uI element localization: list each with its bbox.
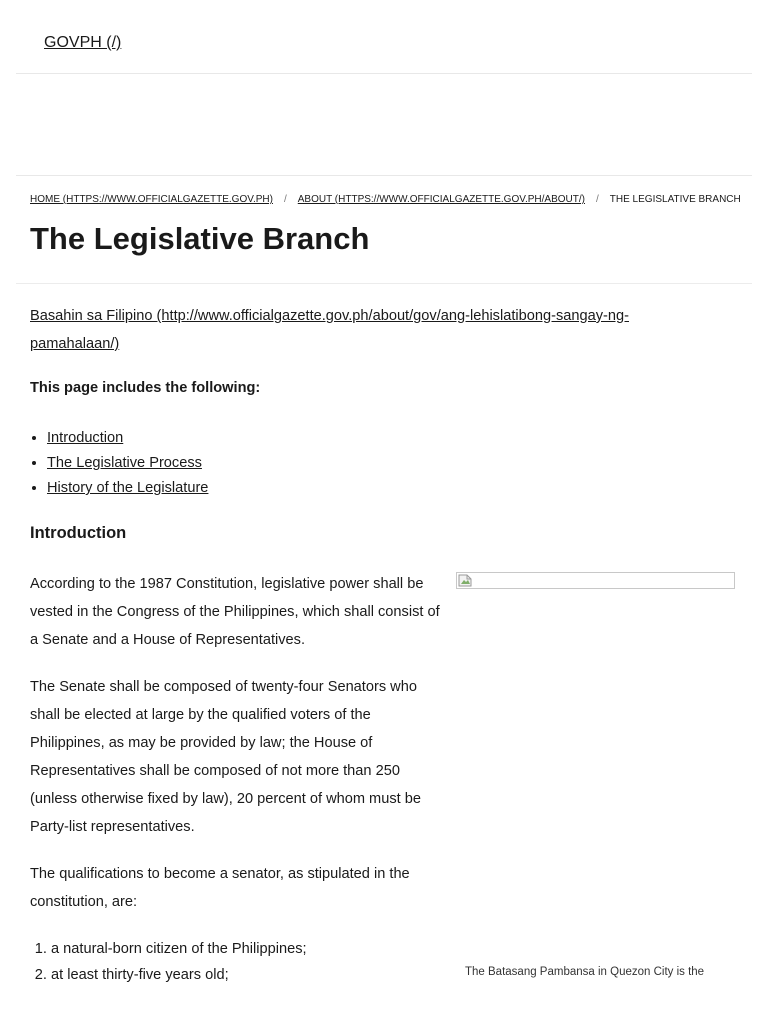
toc-link-legislative-process[interactable]: The Legislative Process: [47, 455, 202, 471]
title-divider: [16, 283, 752, 284]
toc-item: [47, 426, 208, 451]
toc-intro-label: This page includes the following:: [30, 380, 261, 396]
header-banner-area: [16, 74, 752, 176]
table-of-contents: [30, 426, 208, 501]
filipino-version-link[interactable]: Basahin sa Filipino (http://www.officialgazette.gov.ph/about/gov/ang-lehislatibong-sangay-ng-pamahalaan/): [30, 308, 629, 352]
breadcrumb-separator: /: [283, 194, 287, 205]
breadcrumb-current: THE LEGISLATIVE BRANCH: [609, 194, 741, 205]
toc-link-history[interactable]: History of the Legislature: [47, 480, 209, 496]
list-item: 2. at least thirty-five years old;: [51, 962, 307, 988]
paragraph-composition: The Senate shall be composed of twenty-four Senators who shall be elected at large by the qualified voters of the Philippines, as may be provided by law; the House of Representatives shall be composed of not more than 250 (unless otherwise fixed by law), 20 percent of whom must be Party-list representatives.: [30, 679, 421, 835]
breadcrumb-about-link[interactable]: ABOUT (HTTPS://WWW.OFFICIALGAZETTE.GOV.PH/ABOUT/): [297, 194, 585, 205]
broken-image-icon: [458, 574, 472, 587]
breadcrumb-separator: /: [596, 194, 599, 205]
batasang-pambansa-image: [456, 572, 735, 589]
qualifications-list: [30, 936, 307, 988]
toc-link-introduction[interactable]: Introduction: [47, 430, 124, 446]
paragraph-qualifications: The qualifications to become a senator, as stipulated in the constitution, are:: [30, 866, 410, 910]
top-bar: [16, 0, 752, 74]
breadcrumb-home-link[interactable]: HOME (HTTPS://WWW.OFFICIALGAZETTE.GOV.PH): [30, 194, 273, 205]
govph-link[interactable]: GOVPH (/): [44, 34, 122, 51]
breadcrumb: [30, 194, 741, 205]
toc-item: [47, 476, 208, 501]
introduction-heading: Introduction: [30, 524, 127, 542]
paragraph-legislative-power: According to the 1987 Constitution, legislative power shall be vested in the Congress of the Philippines, which shall consist of a Senate and a House of Representatives.: [30, 576, 440, 648]
page-title: The Legislative Branch: [30, 221, 370, 256]
toc-item: [47, 451, 208, 476]
figure-caption: The Batasang Pambansa in Quezon City is the: [465, 966, 705, 978]
list-item: 1. a natural-born citizen of the Philippines;: [51, 936, 307, 962]
